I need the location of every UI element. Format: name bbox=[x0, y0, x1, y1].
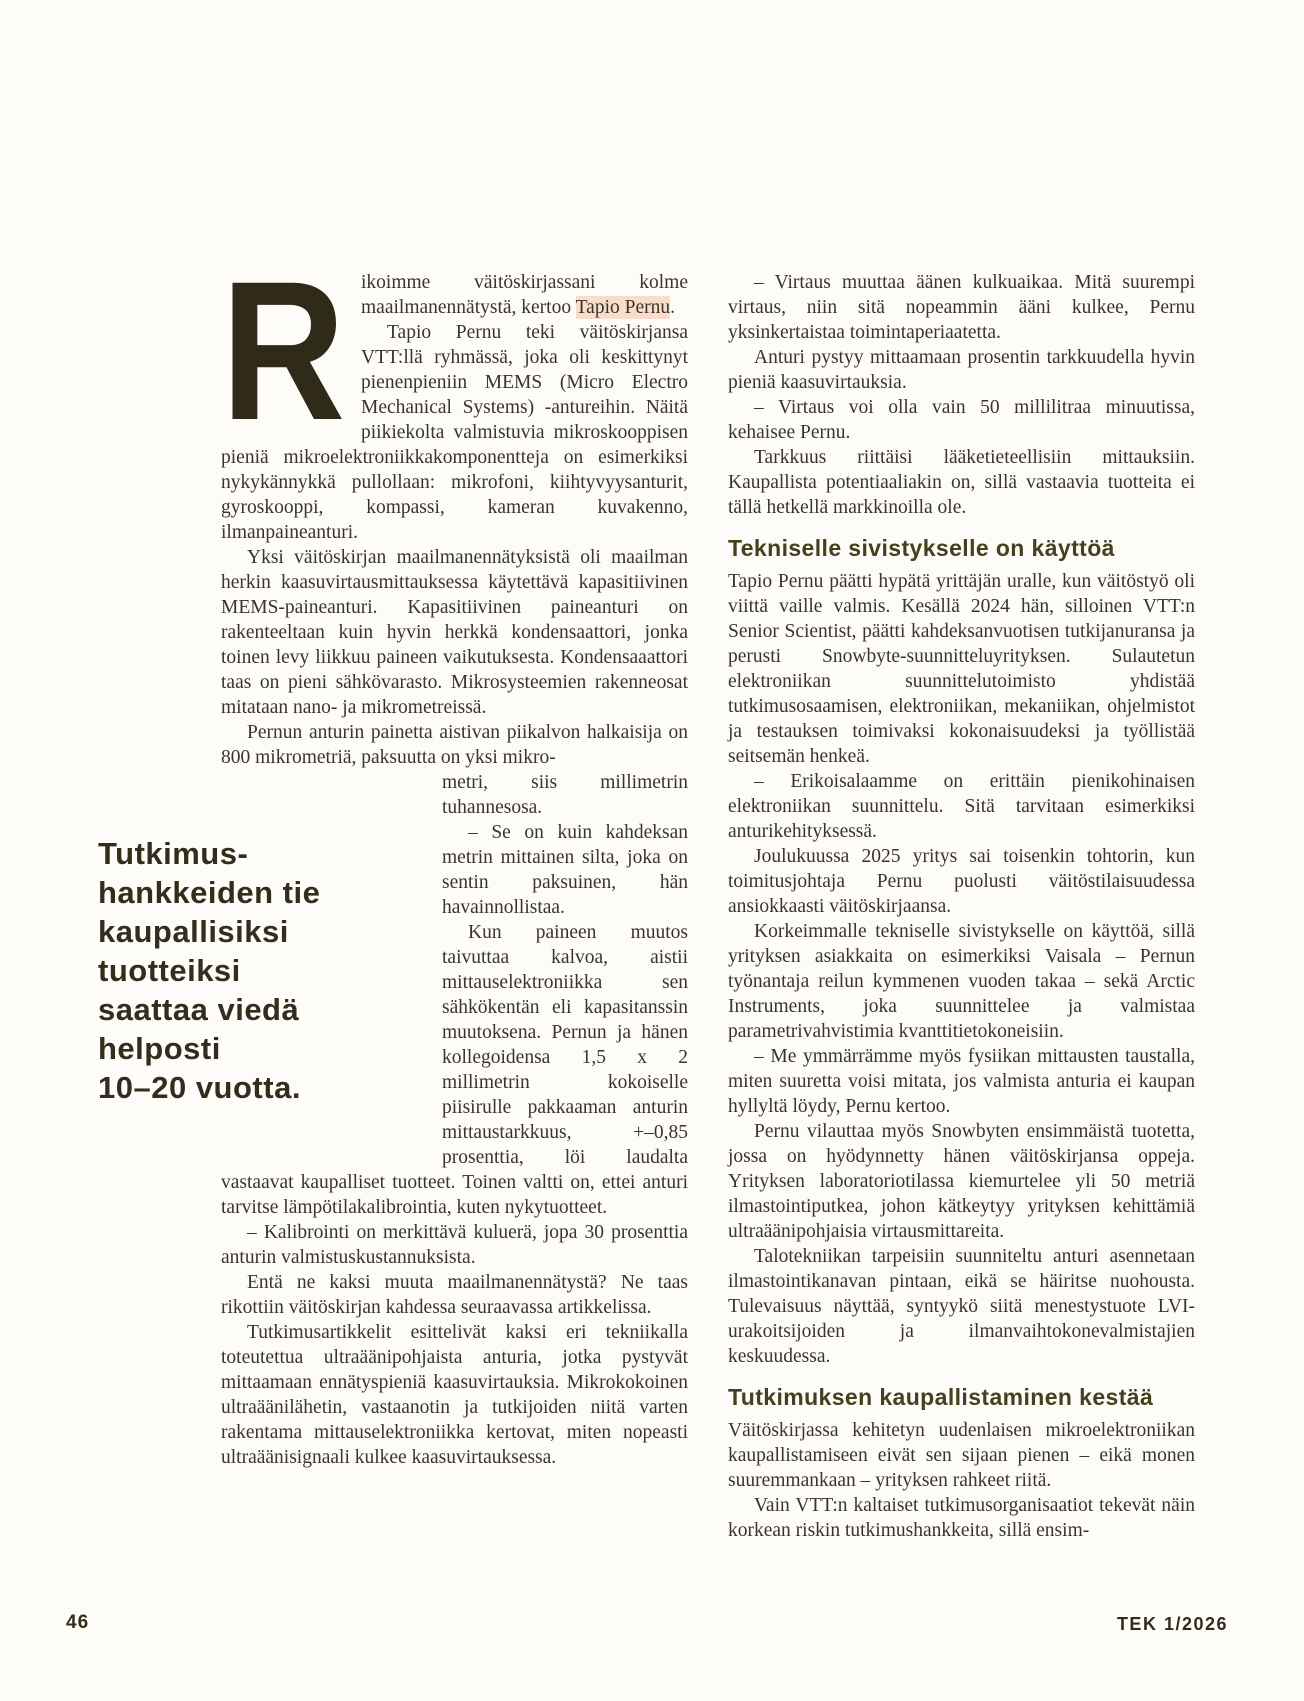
paragraph: Kun paineen muutos taivuttaa kalvoa, aistii mittauselektroniikka sen sähkökentän eli kapasitanssin muutoksena. Pernun ja hänen kollegoidensa 1,5 x 2 millimetrin kokoiselle piisirulle pakkaaman anturin mittaustarkkuus, +–0,85 prosenttia, löi laudalta vastaavat kaupalliset tuotteet. Toinen valtti on, ettei anturi tarvitse lämpötilakalibrointia, kuten nykytuotteet. bbox=[221, 922, 688, 1218]
pull-quote-line: 10–20 vuotta. bbox=[98, 1070, 301, 1105]
right-column bbox=[728, 270, 1195, 1543]
section-heading-tekniselle-sivistykselle: Tekniselle sivistykselle on käyttöä bbox=[728, 535, 1115, 561]
paragraph: Entä ne kaksi muuta maailmanennätystä? Ne taas rikottiin väitöskirjan kahdessa seuraavassa artikkelissa. bbox=[221, 1272, 688, 1318]
pull-quote-line: helposti bbox=[98, 1031, 221, 1066]
paragraph: – Se on kuin kahdeksan metrin mittainen silta, joka on sentin paksuinen, hän havainnollistaa. bbox=[442, 822, 688, 918]
drop-cap: R bbox=[221, 240, 346, 461]
pull-quote-line: saattaa viedä bbox=[98, 992, 300, 1027]
paragraph: Korkeimmalle tekniselle sivistykselle on käyttöä, sillä yrityksen asiakkaita on esimerkiksi Vaisala – Pernun työnantaja reilun kymmenen vuoden takaa – sekä Arctic Instruments, joka suunnittelee ja valmistaa parametrivahvistimia kvanttitietokoneisiin. bbox=[728, 921, 1195, 1042]
issue-label: TEK 1/2026 bbox=[1116, 1614, 1228, 1634]
section-heading-tutkimuksen-kaupallistaminen: Tutkimuksen kaupallistaminen kestää bbox=[728, 1384, 1154, 1410]
intro-text: ikoimme väitöskirjassani kolme maailmanennätystä, kertoo bbox=[361, 272, 688, 318]
paragraph: – Kalibrointi on merkittävä kuluerä, jopa 30 prosenttia anturin valmistuskustannuksista. bbox=[221, 1222, 688, 1268]
paragraph: Väitöskirjassa kehitetyn uudenlaisen mikroelektroniikan kaupallistamiseen eivät sen sijaan pienen – eikä monen suuremmankaan – yrityksen rahkeet riitä. bbox=[728, 1420, 1195, 1491]
paragraph-text: metri, siis millimetrin tuhannesosa. bbox=[442, 772, 688, 818]
paragraph: Tutkimusartikkelit esittelivät kaksi eri tekniikalla toteutettua ultraäänipohjaista anturia, jotka pystyvät mittaamaan ennätyspieniä kaasuvirtauksia. Mikrokokoinen ultraäänilähetin, vastaanotin ja tutkijoiden niitä varten rakentama mittauselektroniikka kertovat, miten nopeasti ultraäänisignaali kulkee kaasuvirtauksessa. bbox=[221, 1322, 688, 1468]
left-column bbox=[98, 240, 688, 1470]
paragraph: – Virtaus voi olla vain 50 millilitraa minuutissa, kehaisee Pernu. bbox=[728, 397, 1195, 443]
pull-quote-line: Tutkimus- bbox=[98, 836, 249, 871]
paragraph: Yksi väitöskirjan maailmanennätyksistä oli maailman herkin kaasuvirtausmittauksessa käytettävä kapasitiivinen MEMS-paineanturi. Kapasitiivinen paineanturi on rakenteeltaan kuin hyvin herkkä kondensaattori, jonka toinen levy liikkuu paineen vaikutuksesta. Kondensaaattori taas on pieni sähkövarasto. Mikrosysteemien rakenneosat mitataan nano- ja mikrometreissä. bbox=[221, 547, 688, 718]
pull-quote-line: kaupallisiksi bbox=[98, 914, 289, 949]
highlighted-name: Tapio Pernu bbox=[575, 297, 671, 318]
pull-quote bbox=[98, 770, 428, 1170]
paragraph: Tapio Pernu teki väitöskirjansa VTT:llä ryhmässä, joka oli keskittynyt pienenpieniin MEMS (Micro Electro Mechanical Systems) -antureihin. Näitä piikiekolta valmistuvia mikroskooppisen pieniä mikroelektroniikkakomponentteja on esimerkiksi nykykännykkä pullollaan: mikrofoni, kiihtyvyysanturit, gyroskooppi, kompassi, kameran kuvakenno, ilmanpaineanturi. bbox=[221, 322, 688, 543]
pull-quote-line: tuotteiksi bbox=[98, 953, 241, 988]
paragraph: – Virtaus muuttaa äänen kulkuaikaa. Mitä suurempi virtaus, niin sitä nopeammin ääni kulkee, Pernu yksinkertaistaa toimintaperiaatetta. bbox=[728, 272, 1195, 343]
paragraph: Pernun anturin painetta aistivan piikalvon halkaisija on 800 mikrometriä, paksuutta on yksi mikro- bbox=[221, 722, 688, 768]
paragraph: Anturi pystyy mittaamaan prosentin tarkkuudella hyvin pieniä kaasuvirtauksia. bbox=[728, 347, 1195, 393]
paragraph: – Erikoisalaamme on erittäin pienikohinaisen elektroniikan suunnittelu. Sitä tarvitaan esimerkiksi anturikehityksessä. bbox=[728, 771, 1195, 842]
paragraph: Joulukuussa 2025 yritys sai toisenkin tohtorin, kun toimitusjohtaja Pernu puolusti väitöstilaisuudessa ansiokkaasti väitöskirjaansa. bbox=[728, 846, 1195, 917]
paragraph: Tapio Pernu päätti hypätä yrittäjän uralle, kun väitöstyö oli viittä vaille valmis. Kesällä 2024 hän, silloinen VTT:n Senior Scientist, päätti kahdeksanvuotisen tutkijanuransa ja perusti Snowbyte-suunnitteluyrityksen. Sulautetun elektroniikan suunnittelutoimisto yhdistää tutkimusosaamisen, elektroniikan, mekaniikan, ohjelmistot ja testauksen toimivaksi kokonaisuudeksi ja työllistää seitsemän henkeä. bbox=[728, 571, 1195, 767]
page-number: 46 bbox=[66, 1612, 90, 1633]
paragraph: Talotekniikan tarpeisiin suunniteltu anturi asennetaan ilmastointikanavan pintaan, eikä se häiritse nuohousta. Tulevaisuus näyttää, syntyykö siitä menestystuote LVI-urakoitsijoiden ja ilmanvaihtokonevalmistajien keskuudessa. bbox=[728, 1246, 1195, 1367]
pull-quote-line: hankkeiden tie bbox=[98, 875, 321, 910]
paragraph: Tarkkuus riittäisi lääketieteellisiin mittauksiin. Kaupallista potentiaaliakin on, sillä vastaavia tuotteita ei tällä hetkellä markkinoilla ole. bbox=[728, 447, 1195, 518]
paragraph: – Me ymmärrämme myös fysiikan mittausten taustalla, miten suuretta voisi mitata, jos valmista anturia ei kaupan hyllyltä löydy, Pernu kertoo. bbox=[728, 1046, 1195, 1117]
paragraph: Vain VTT:n kaltaiset tutkimusorganisaatiot tekevät näin korkean riskin tutkimushankkeita, sillä ensim- bbox=[728, 1495, 1195, 1541]
paragraph: Pernu vilauttaa myös Snowbyten ensimmäistä tuotetta, jossa on hyödynnetty hänen väitöskirjansa oppeja. Yrityksen laboratoriotilassa kiemurtelee yli 50 metriä ilmastointiputkea, johon kätkeytyy yrityksen kehittämiä ultraäänipohjaisia virtausmittareita. bbox=[728, 1121, 1195, 1242]
intro-text-end: . bbox=[670, 297, 675, 318]
